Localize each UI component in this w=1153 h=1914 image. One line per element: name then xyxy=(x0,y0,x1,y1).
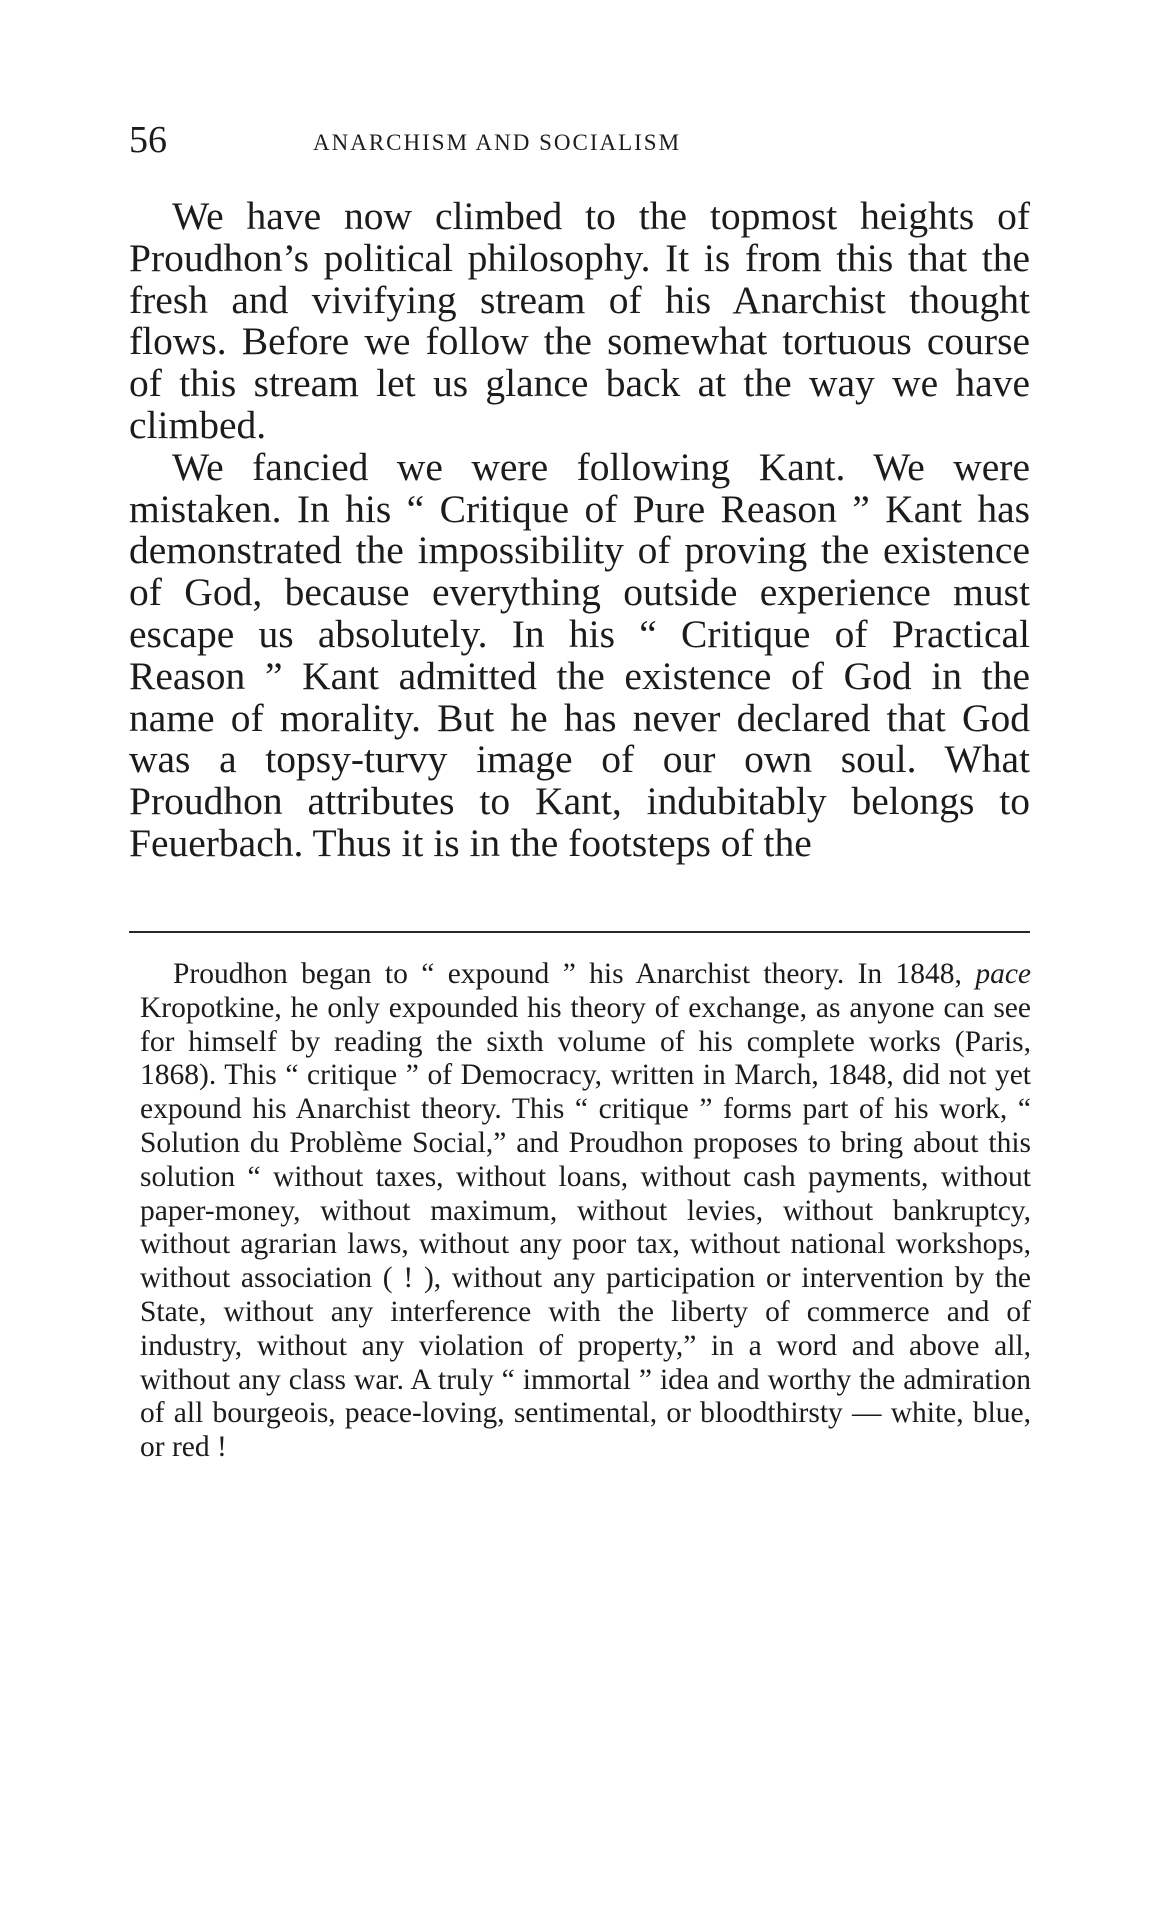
footnote-text-start: Proudhon began to “ expound ” his Anarchist theory. In 1848, xyxy=(173,958,976,990)
paragraph-1: We have now climbed to the topmost heights of Proudhon’s political philosophy. It is from this that the fresh and vivifying stream of his Anarchist thought flows. Before we follow the somewhat tortuous course of this stream let us glance back at the way we have climbed. xyxy=(129,194,1030,447)
page-header xyxy=(129,118,1030,168)
paragraph-2: We fancied we were following Kant. We were mistaken. In his “ Critique of Pure Reason ” Kant has demonstrated the impossibility of proving the existence of God, because everything outside experience must escape us absolutely. In his “ Critique of Practical Reason ” Kant admitted the existence of God in the name of morality. But he has never declared that God was a topsy-turvy image of our own soul. What Proudhon attributes to Kant, indubitably belongs to Feuerbach. Thus it is in the footsteps of the xyxy=(129,444,1030,865)
footnote-text-rest: Kropotkine, he only expounded his theory of exchange, as anyone can see for himself by reading the sixth volume of his complete works (Paris, 1868). This “ critique ” of Democracy, written in March, 1848, did not yet expound his Anarchist theory. This “ critique ” forms part of his work, “ Solution du Problème Social,” and Proudhon proposes to bring about this solution “ without taxes, without loans, without cash payments, without paper-money, without maximum, without levies, without bankruptcy, without agrarian laws, without any poor tax, without national workshops, without association ( ! ), without any participation or intervention by the State, without any interference with the liberty of commerce and of industry, without any violation of property,” in a word and above all, without any class war. A truly “ immortal ” idea and worthy the admiration of all bourgeois, peace-loving, sentimental, or bloodthirsty — white, blue, or red ! xyxy=(140,991,1031,1464)
footnote xyxy=(140,958,1031,1465)
footnote-italic-word: pace xyxy=(975,958,1031,990)
main-text xyxy=(129,196,1030,865)
page-number: 56 xyxy=(129,119,167,161)
running-head: ANARCHISM AND SOCIALISM xyxy=(313,130,682,155)
footnote-divider xyxy=(129,931,1030,933)
